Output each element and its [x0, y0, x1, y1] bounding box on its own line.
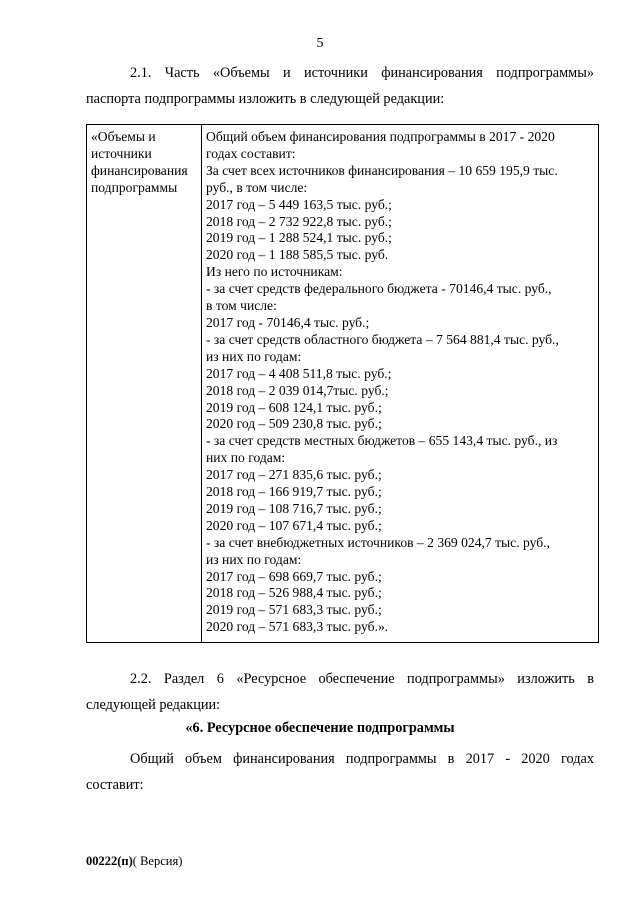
content-line: 2018 год – 526 988,4 тыс. руб.; [206, 585, 382, 601]
content-line: 2019 год – 571 683,3 тыс. руб.; [206, 602, 382, 618]
content-line: За счет всех источников финансирования – 10 659 195,9 тыс. [206, 162, 558, 178]
content-line: Общий объем финансирования подпрограммы в 2017 - 2020 [206, 129, 555, 144]
content-line: 2017 год – 5 449 163,5 тыс. руб.; [206, 196, 392, 212]
content-line: 2019 год – 108 716,7 тыс. руб.; [206, 500, 382, 516]
paragraph-2-2 [86, 666, 594, 718]
table-row [87, 125, 599, 643]
content-line: 2020 год – 107 671,4 тыс. руб.; [206, 517, 382, 533]
label-line: подпрограммы [91, 179, 178, 195]
document-version: ( Версия) [132, 854, 183, 868]
paragraph-2-2-line-2: следующей редакции: [86, 697, 221, 713]
content-line: 2018 год – 2 039 014,7тыс. руб.; [206, 382, 389, 398]
label-line: финансирования [91, 162, 188, 178]
funding-passport-table [86, 124, 599, 643]
paragraph-2-1 [86, 60, 594, 112]
paragraph-2-1-line-2: паспорта подпрограммы изложить в следующей редакции: [86, 91, 445, 107]
page-number: 5 [316, 36, 324, 51]
content-line: руб., в том числе: [206, 179, 308, 195]
content-line: 2017 год - 70146,4 тыс. руб.; [206, 314, 370, 330]
content-line: из них по годам: [206, 348, 302, 364]
label-line: источники [91, 145, 152, 161]
content-line: 2017 год – 271 835,6 тыс. руб.; [206, 467, 382, 483]
document-code: 00222(п) [86, 854, 133, 868]
content-line: 2020 год – 571 683,3 тыс. руб.». [206, 619, 389, 635]
label-line: «Объемы и [91, 129, 156, 144]
content-line: 2017 год – 698 669,7 тыс. руб.; [206, 568, 382, 584]
content-line: 2020 год – 1 188 585,5 тыс. руб. [206, 247, 389, 263]
paragraph-2-1-line-1: 2.1. Часть «Объемы и источники финансирования подпрограммы» [130, 65, 594, 81]
paragraph-2-2-line-1: 2.2. Раздел 6 «Ресурсное обеспечение подпрограммы» изложить в [130, 671, 594, 687]
content-line: из них по годам: [206, 551, 302, 567]
document-footer [86, 853, 182, 869]
content-line: 2018 год – 2 732 922,8 тыс. руб.; [206, 213, 392, 229]
section-heading: «6. Ресурсное обеспечение подпрограммы [185, 720, 455, 736]
content-line: 2017 год – 4 408 511,8 тыс. руб.; [206, 365, 392, 381]
content-line: - за счет средств областного бюджета – 7 564 881,4 тыс. руб., [206, 331, 559, 347]
label-cell [87, 125, 202, 643]
paragraph-total-line-2: составит: [86, 777, 144, 793]
content-line: них по годам: [206, 450, 286, 466]
content-line: - за счет средств федерального бюджета - 70146,4 тыс. руб., [206, 281, 552, 297]
content-line: - за счет средств местных бюджетов – 655 143,4 тыс. руб., из [206, 433, 558, 449]
content-line: 2019 год – 608 124,1 тыс. руб.; [206, 399, 382, 415]
content-line: Из него по источникам: [206, 264, 343, 280]
content-line: 2020 год – 509 230,8 тыс. руб.; [206, 416, 382, 432]
content-line: 2019 год – 1 288 524,1 тыс. руб.; [206, 230, 392, 246]
paragraph-total-line-1: Общий объем финансирования подпрограммы в 2017 - 2020 годах [130, 751, 594, 767]
content-cell [202, 125, 599, 643]
content-line: - за счет внебюджетных источников – 2 369 024,7 тыс. руб., [206, 534, 550, 550]
content-line: 2018 год – 166 919,7 тыс. руб.; [206, 484, 382, 500]
paragraph-total-funding [86, 746, 594, 798]
content-line: в том числе: [206, 298, 277, 314]
content-line: годах составит: [206, 145, 296, 161]
